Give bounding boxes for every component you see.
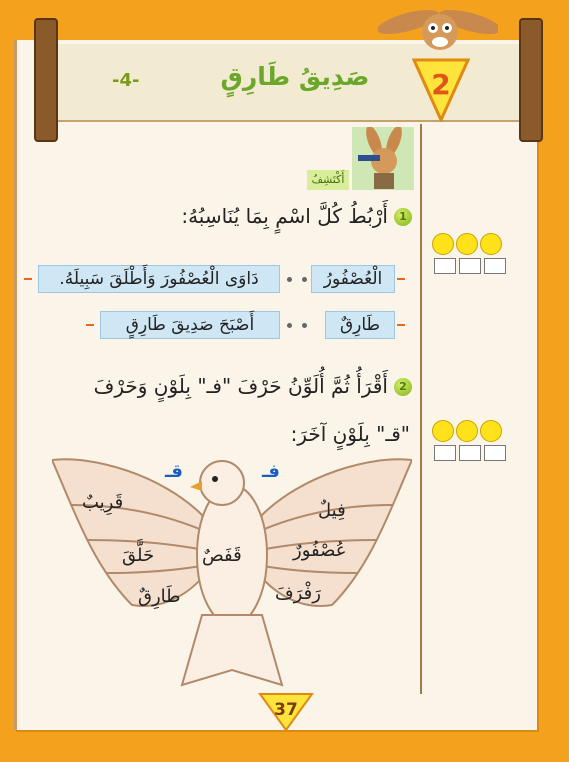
dove-word[interactable]: قَرِيبٌ <box>82 492 124 513</box>
exercise-1-instruction: أَرْبُطُ كُلَّ اسْمٍ بِمَا يُنَاسِبُهُ: <box>181 204 388 228</box>
connector-dash <box>397 324 405 326</box>
explore-tag: أَكْتَشِفُ <box>307 170 349 190</box>
dove-word[interactable]: قَفَصٌ <box>202 545 242 566</box>
connector-dash <box>397 278 405 280</box>
happy-face-icon <box>432 233 454 255</box>
scroll-stick-left <box>34 18 58 142</box>
dove-word[interactable]: عُصْفُورٌ <box>293 540 347 561</box>
sad-face-icon <box>480 233 502 255</box>
dove-word[interactable]: رَفْرَفَ <box>275 583 321 604</box>
score-box[interactable] <box>459 258 481 274</box>
exercise-1-icon: 1 <box>394 208 412 226</box>
explore-illustration <box>352 127 414 190</box>
exercise-2-instruction-line1: أَقْرَأُ ثُمَّ أُلَوِّنُ حَرْفَ "فـ" بِلَوْنٍ وَحَرْفَ <box>93 374 388 398</box>
exercise-2-icon: 2 <box>394 378 412 396</box>
dove-word[interactable]: حَلَّقَ <box>122 545 155 566</box>
neutral-face-icon <box>456 233 478 255</box>
connect-dot[interactable] <box>302 277 307 282</box>
page-title: صَدِيقُ طَارِقٍ <box>220 62 370 91</box>
phrase-box-healed[interactable]: دَاوَى الْعُصْفُورَ وَأَطْلَقَ سَبِيلَهُ. <box>38 265 280 293</box>
page-number <box>258 692 314 732</box>
page-number-label: 37 <box>274 700 298 720</box>
dove-word[interactable]: فِيلٌ <box>318 500 346 521</box>
dove-illustration <box>52 445 412 690</box>
name-box-tariq[interactable]: طَارِقٌ <box>325 311 395 339</box>
unit-shield-icon <box>412 58 470 122</box>
scroll-stick-right <box>519 18 543 142</box>
exercise-2-instruction-line2: "قـ" بِلَوْنٍ آخَرَ: <box>290 422 410 446</box>
happy-face-icon <box>432 420 454 442</box>
lesson-number: -4- <box>112 70 140 91</box>
letter-fa: فـ <box>262 461 280 482</box>
score-box[interactable] <box>434 258 456 274</box>
connect-dot[interactable] <box>287 277 292 282</box>
connector-dash <box>24 278 32 280</box>
dove-word[interactable]: طَارِقٌ <box>138 586 181 607</box>
rating-faces-1 <box>432 233 504 259</box>
score-box[interactable] <box>459 445 481 461</box>
letter-qaf: قـ <box>165 461 183 482</box>
margin-divider <box>420 124 422 694</box>
bunny-mascot-icon <box>378 0 498 60</box>
unit-number: 2 <box>431 68 451 101</box>
name-box-sparrow[interactable]: الْعُصْفُورُ <box>311 265 395 293</box>
score-box[interactable] <box>434 445 456 461</box>
rating-faces-2 <box>432 420 504 446</box>
sad-face-icon <box>480 420 502 442</box>
score-box[interactable] <box>484 445 506 461</box>
phrase-box-friend[interactable]: أَصْبَحَ صَدِيقَ طَارِقٍ <box>100 311 280 339</box>
connector-dash <box>86 324 94 326</box>
connect-dot[interactable] <box>287 323 292 328</box>
connect-dot[interactable] <box>302 323 307 328</box>
score-box[interactable] <box>484 258 506 274</box>
neutral-face-icon <box>456 420 478 442</box>
